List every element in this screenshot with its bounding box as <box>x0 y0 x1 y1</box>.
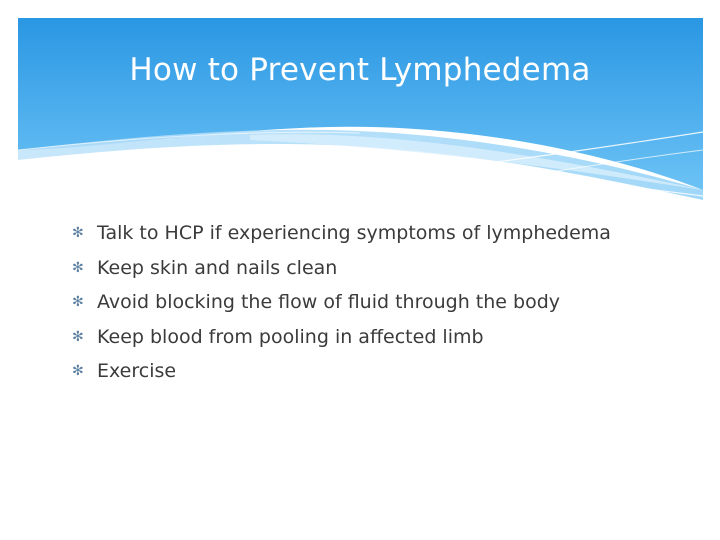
asterisk-bullet-icon: ✻ <box>72 328 84 345</box>
bullet-text: Talk to HCP if experiencing symptoms of lymphedema <box>97 222 611 245</box>
bullet-text: Keep skin and nails clean <box>97 256 338 279</box>
slide-title: How to Prevent Lymphedema <box>129 52 591 88</box>
bullet-text: Avoid blocking the flow of fluid through the body <box>97 291 561 314</box>
bullet-item <box>72 285 692 320</box>
asterisk-bullet-icon: ✻ <box>72 225 84 242</box>
bullet-item <box>72 320 692 355</box>
asterisk-bullet-icon: ✻ <box>72 363 84 380</box>
bullet-list <box>72 216 692 389</box>
bullet-item <box>72 216 692 251</box>
bullet-text: Keep blood from pooling in affected limb <box>97 325 484 348</box>
bullet-text: Exercise <box>97 360 177 383</box>
header-banner <box>0 0 720 220</box>
bullet-item <box>72 251 692 286</box>
asterisk-bullet-icon: ✻ <box>72 259 84 276</box>
bullet-item <box>72 354 692 389</box>
asterisk-bullet-icon: ✻ <box>72 294 84 311</box>
